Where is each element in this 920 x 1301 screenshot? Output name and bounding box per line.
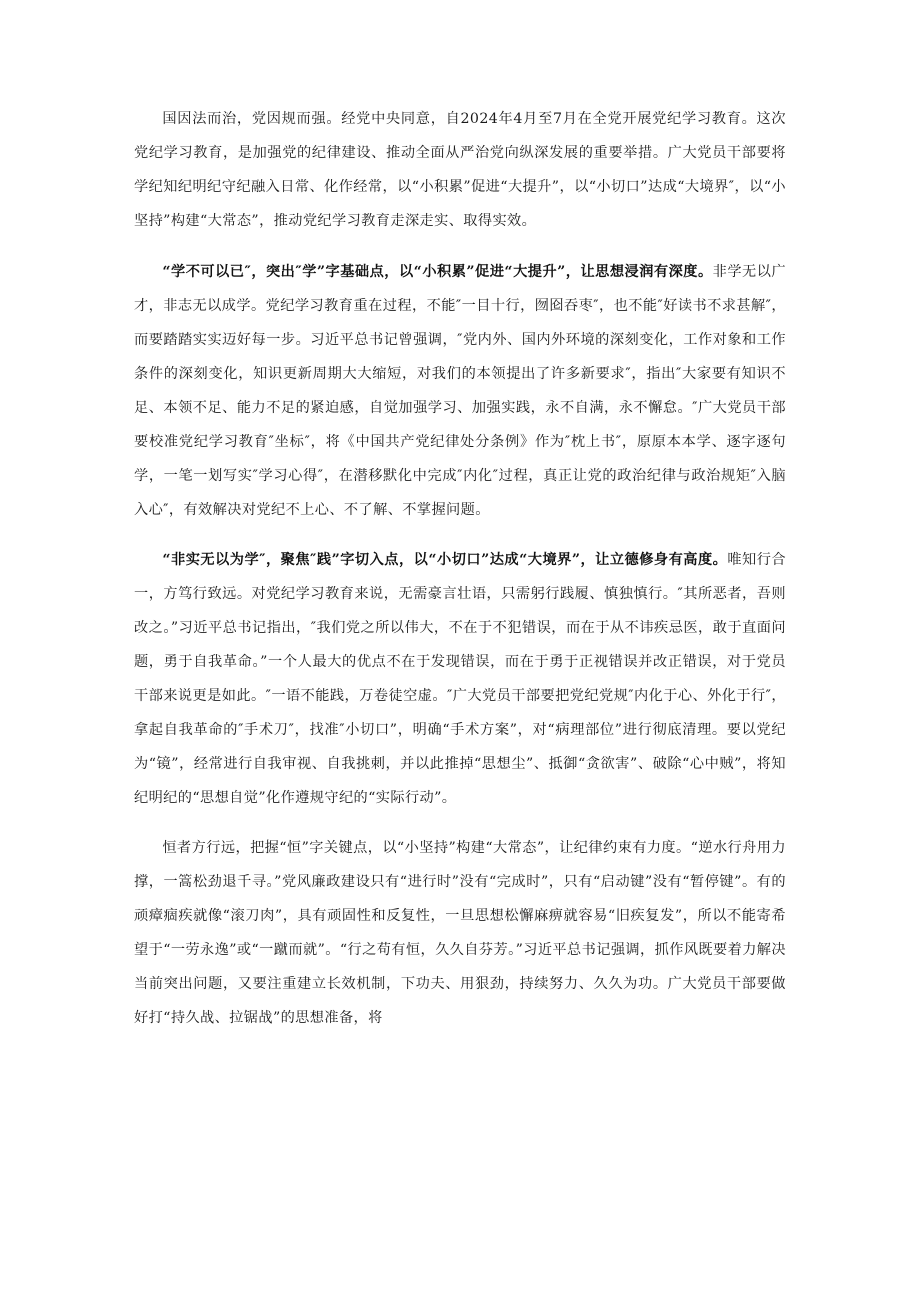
paragraph-body: 国因法而治，党因规而强。经党中央同意，自2024年4月至7月在全党开展党纪学习教育。这次党纪学习教育，是加强党的纪律建设、推动全面从严治党向纵深发展的重要举措。广大党员干部要将学纪知纪明纪守纪融入日常、化作经常，以“小积累”促进“大提升”，以“小切口”达成“大境界″，以“小坚持”构建“大常态”，推动党纪学习教育走深走实、取得实效。 bbox=[134, 111, 786, 229]
document-page bbox=[134, 102, 786, 1035]
paragraph-practice bbox=[134, 543, 786, 815]
paragraph-body: 唯知行合一，方笃行致远。对党纪学习教育来说，无需豪言壮语，只需躬行践履、慎独慎行。″其所恶者，吾则改之。”习近平总书记指出，″我们党之所以伟大，不在于不犯错误，而在于从不讳疾忌医，敢于直面问题，勇于自我革命。”一个人最大的优点不在于发现错误，而在于勇于正视错误并改正错误，对于党员干部来说更是如此。″一语不能践，万卷徒空虚。″广大党员干部要把党纪党规″内化于心、外化于行″，拿起自我革命的″手术刀″，找准″小切口”，明确“手术方案”，对“病理部位”进行彻底清理。要以党纪为“镜”，经常进行自我审视、自我挑刺，并以此推掉“思想尘”、抵御“贪欲害”、破除“心中贼”，将知纪明纪的“思想自觉”化作遵规守纪的“实际行动”。 bbox=[134, 552, 786, 806]
paragraph-intro bbox=[134, 102, 786, 238]
paragraph-heading: “非实无以为学″，聚焦″践”字切入点，以“小切口”达成“大境界”，让立德修身有高度。 bbox=[162, 552, 728, 568]
paragraph-body: 恒者方行远，把握“恒”字关键点，以“小坚持”构建“大常态”，让纪律约束有力度。“逆水行舟用力撑，一篙松劲退千寻。”党风廉政建设只有“进行时”没有“完成时”，只有“启动键”没有“暂停键”。有的顽瘴痼疾就像“滚刀肉”，具有顽固性和反复性，一旦思想松懈麻痹就容易“旧疾复发”，所以不能寄希望于“一劳永逸”或“一蹴而就”。“行之苟有恒，久久自芬芳。”习近平总书记强调，抓作风既要着力解决当前突出问题，又要注重建立长效机制，下功夫、用狠劲，持续努力、久久为功。广大党员干部要做好打“持久战、拉锯战”的思想准备，将 bbox=[134, 840, 786, 1026]
paragraph-study bbox=[134, 255, 786, 527]
paragraph-body: 非学无以广才，非志无以成学。党纪学习教育重在过程，不能″一目十行，囫囵吞枣″，也不能″好读书不求甚解″，而要踏踏实实迈好每一步。习近平总书记曾强调，″党内外、国内外环境的深刻变化，工作对象和工作条件的深刻变化，知识更新周期大大缩短，对我们的本领提出了许多新要求″，指出″大家要有知识不足、本领不足、能力不足的紧迫感，自觉加强学习、加强实践，永不自满，永不懈怠。″广大党员干部要校准党纪学习教育″坐标″，将《中国共产党纪律处分条例》作为″枕上书″，原原本本学、逐字逐句学，一笔一划写实″学习心得″，在潜移默化中完成″内化″过程，真正让党的政治纪律与政治规矩″入脑入心″，有效解决对党纪不上心、不了解、不掌握问题。 bbox=[134, 264, 786, 518]
paragraph-heading: “学不可以已″，突出″学”字基础点，以“小积累”促进“大提升”，让思想浸润有深度。 bbox=[162, 264, 713, 280]
paragraph-persistence bbox=[134, 831, 786, 1035]
